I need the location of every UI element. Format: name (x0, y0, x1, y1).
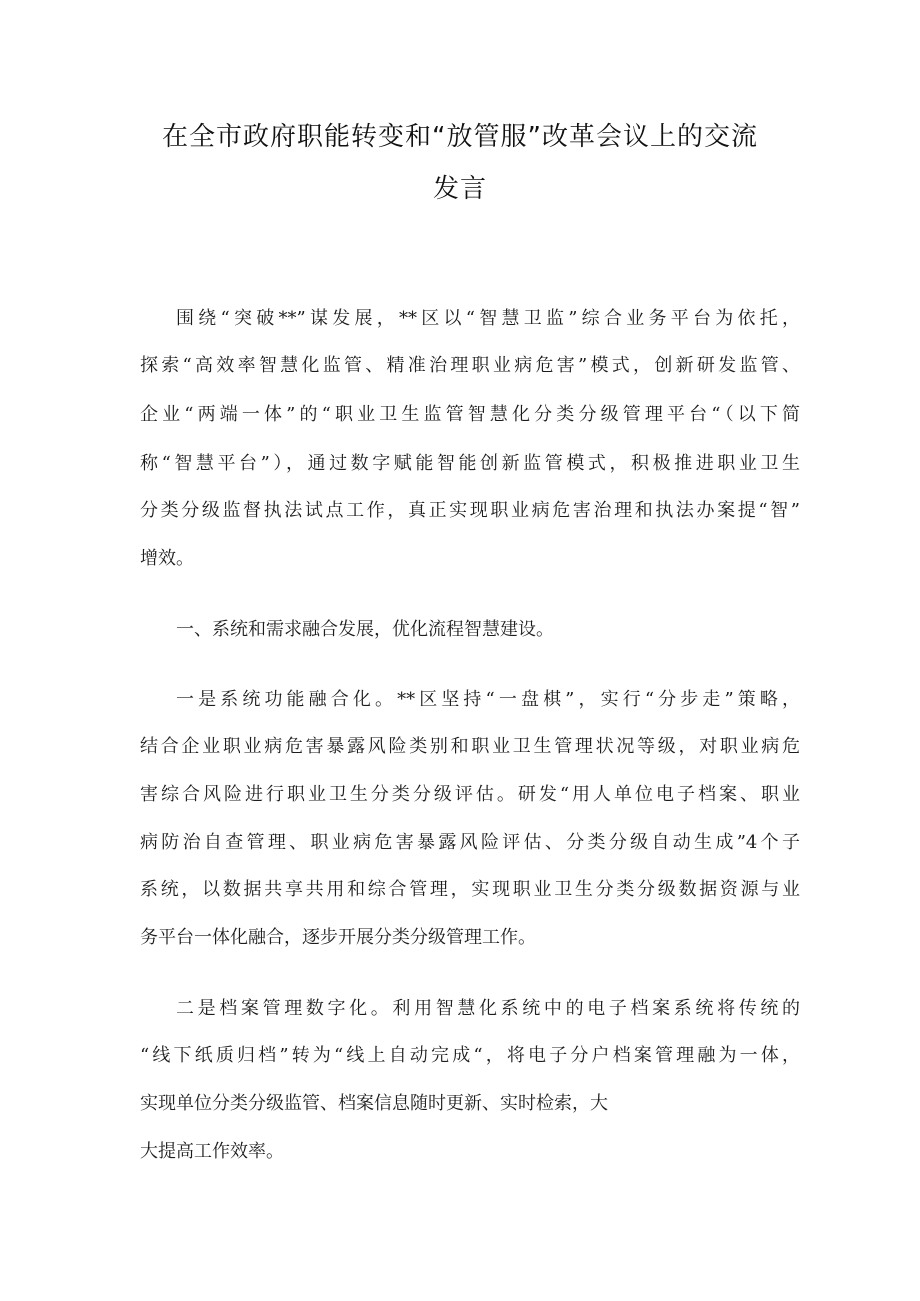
paragraph-line: 增效。 (140, 548, 194, 569)
document-title-line-1: 在全市政府职能转变和“放管服”改革会议上的交流 (162, 122, 758, 152)
paragraph-line: 系统，以数据共享共用和综合管理，实现职业卫生分类分级数据资源与业 (140, 879, 800, 900)
paragraph-line: 实现单位分类分级监管、档案信息随时更新、实时检索，大 (140, 1093, 608, 1114)
document-title-line-2: 发言 (432, 174, 487, 204)
paragraph-line: 探索“高效率智慧化监管、精准治理职业病危害”模式，创新研发监管、 (140, 355, 800, 376)
paragraph-line: 企业“两端一体”的“职业卫生监管智慧化分类分级管理平台“（以下简 (140, 404, 800, 425)
paragraph-line: 大提高工作效率。 (140, 1141, 284, 1162)
paragraph-line: 一是系统功能融合化。**区坚持“一盘棋”，实行“分步走”策略， (176, 689, 800, 710)
paragraph-line: 结合企业职业病危害暴露风险类别和职业卫生管理状况等级，对职业病危 (140, 736, 800, 757)
paragraph-line: 围绕“突破**”谋发展，**区以“智慧卫监”综合业务平台为依托， (176, 308, 800, 329)
paragraph-line: 称“智慧平台”），通过数字赋能智能创新监管模式，积极推进职业卫生 (140, 453, 800, 474)
paragraph-line: 二是档案管理数字化。利用智慧化系统中的电子档案系统将传统的 (176, 998, 800, 1019)
paragraph-line: “线下纸质归档”转为“线上自动完成“，将电子分户档案管理融为一体， (140, 1045, 800, 1066)
paragraph-line: 务平台一体化融合，逐步开展分类分级管理工作。 (140, 927, 536, 948)
section-heading-text: 一、系统和需求融合发展，优化流程智慧建设。 (176, 619, 554, 640)
paragraph-line: 分类分级监督执法试点工作，真正实现职业病危害治理和执法办案提“智” (140, 500, 800, 521)
paragraph-line: 害综合风险进行职业卫生分类分级评估。研发“用人单位电子档案、职业 (140, 784, 800, 805)
paragraph-line: 病防治自查管理、职业病危害暴露风险评估、分类分级自动生成”4个子 (140, 832, 800, 853)
